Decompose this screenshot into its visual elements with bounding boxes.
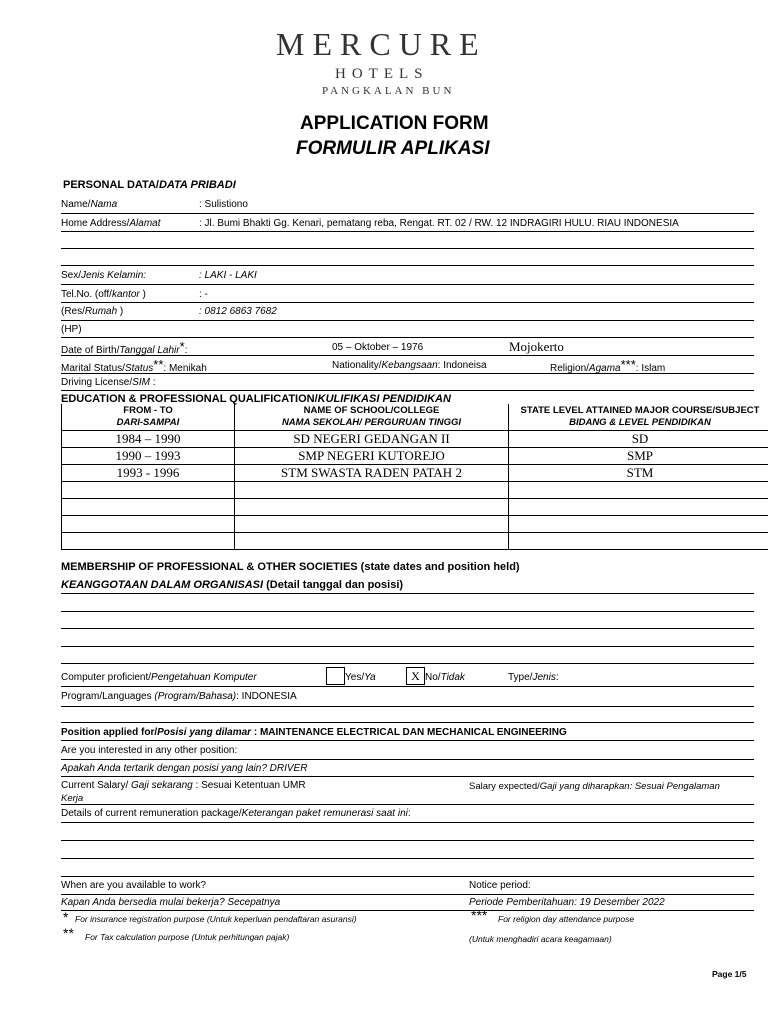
period-cell[interactable]: 1984 – 1990 xyxy=(62,431,235,448)
no-checkbox[interactable]: X xyxy=(406,667,425,685)
school-cell[interactable]: SMP NEGERI KUTOREJO xyxy=(235,448,509,465)
level-cell[interactable] xyxy=(509,499,768,516)
table-row xyxy=(62,431,768,448)
table-row xyxy=(62,482,768,499)
tel-res-label: (Res/Rumah ) xyxy=(61,306,124,317)
level-cell[interactable]: SMP xyxy=(509,448,768,465)
nationality-label: Nationality/Kebangsaan: Indoneisa xyxy=(332,360,487,371)
address-label: Home Address/Alamat xyxy=(61,218,161,229)
divider xyxy=(61,337,754,338)
level-cell[interactable] xyxy=(509,533,768,550)
divider xyxy=(61,390,754,391)
notice-value[interactable]: Periode Pemberitahuan: 19 Desember 2022 xyxy=(469,897,665,908)
divider xyxy=(61,840,754,841)
divider xyxy=(61,373,754,374)
form-title: APPLICATION FORM xyxy=(300,113,489,134)
footnote-2: For Tax calculation purpose (Untuk perhitungan pajak) xyxy=(85,932,290,942)
period-cell[interactable] xyxy=(62,482,235,499)
footnote-3: For religion day attendance purpose xyxy=(498,914,635,924)
salary-wrap: Kerja xyxy=(61,793,84,804)
divider xyxy=(61,759,754,760)
col-school-header: NAME OF SCHOOL/COLLEGE NAMA SEKOLAH/ PERGURUAN TINGGI xyxy=(235,404,509,431)
computer-label: Computer proficient/Pengetahuan Komputer xyxy=(61,672,257,683)
divider xyxy=(61,320,754,321)
footnote-star-3: *** xyxy=(471,907,488,923)
tel-res-value[interactable]: : 0812 6863 7682 xyxy=(199,306,277,317)
yes-label: Yes/Ya xyxy=(345,672,376,683)
school-cell[interactable] xyxy=(235,482,509,499)
divider xyxy=(61,910,754,911)
name-value[interactable]: : Sulistiono xyxy=(199,199,248,210)
school-cell[interactable] xyxy=(235,499,509,516)
footnote-1: For insurance registration purpose (Untuk keperluan pendaftaran asuransi) xyxy=(75,914,357,924)
divider xyxy=(61,858,754,859)
divider xyxy=(61,248,754,249)
school-cell[interactable] xyxy=(235,533,509,550)
divider xyxy=(61,628,754,629)
footnote-star-2: ** xyxy=(63,925,74,941)
divider xyxy=(61,593,754,594)
divider xyxy=(61,722,754,723)
divider xyxy=(61,876,754,877)
school-cell[interactable]: STM SWASTA RADEN PATAH 2 xyxy=(235,465,509,482)
programs-label: Program/Languages (Program/Bahasa): INDONESIA xyxy=(61,691,297,702)
level-cell[interactable] xyxy=(509,516,768,533)
divider xyxy=(61,776,754,777)
period-cell[interactable]: 1993 - 1996 xyxy=(62,465,235,482)
period-cell[interactable] xyxy=(62,499,235,516)
membership-heading-id: KEANGGOTAAN DALAM ORGANISASI (Detail tanggal dan posisi) xyxy=(61,579,404,591)
current-salary: Current Salary/ Gaji sekarang : Sesuai Ketentuan UMR xyxy=(61,780,306,791)
col-period-header: FROM - TO DARI-SAMPAI xyxy=(62,404,235,431)
divider xyxy=(61,663,754,664)
logo-location: PANGKALAN BUN xyxy=(322,85,455,97)
divider xyxy=(61,265,754,266)
marital-label: Marital Status/Status**: Menikah xyxy=(61,357,207,374)
religion-label: Religion/Agama***: Islam xyxy=(550,357,666,374)
col-level-header: STATE LEVEL ATTAINED MAJOR COURSE/SUBJECT BIDANG & LEVEL PENDIDIKAN xyxy=(509,404,768,431)
position-applied: Position applied for/Posisi yang dilamar : MAINTENANCE ELECTRICAL DAN MECHANICAL ENGINEERING xyxy=(61,727,567,738)
level-cell[interactable] xyxy=(509,482,768,499)
table-row xyxy=(62,533,768,550)
period-cell[interactable] xyxy=(62,516,235,533)
level-cell[interactable]: STM xyxy=(509,465,768,482)
divider xyxy=(61,302,754,303)
education-table xyxy=(61,404,768,550)
other-position-label: Are you interested in any other position: xyxy=(61,745,238,756)
school-cell[interactable] xyxy=(235,516,509,533)
education-heading: EDUCATION & PROFESSIONAL QUALIFICATION/KULIFIKASI PENDIDIKAN xyxy=(61,393,451,405)
school-cell[interactable]: SD NEGERI GEDANGAN II xyxy=(235,431,509,448)
hp-label: (HP) xyxy=(61,324,82,335)
level-cell[interactable]: SD xyxy=(509,431,768,448)
divider xyxy=(61,646,754,647)
divider xyxy=(61,231,754,232)
logo-sub: HOTELS xyxy=(335,66,429,82)
membership-heading: MEMBERSHIP OF PROFESSIONAL & OTHER SOCIETIES (state dates and position held) xyxy=(61,561,520,573)
divider xyxy=(61,804,754,805)
table-row xyxy=(62,499,768,516)
expected-salary: Salary expected/Gaji yang diharapkan: Sesuai Pengalaman xyxy=(469,781,720,792)
sex-label: Sex/Jenis Kelamin: xyxy=(61,270,147,281)
divider xyxy=(61,611,754,612)
birthplace-value[interactable]: Mojokerto xyxy=(509,339,564,354)
logo-brand: MERCURE xyxy=(276,26,487,62)
divider xyxy=(61,284,754,285)
divider xyxy=(61,822,754,823)
yes-checkbox[interactable] xyxy=(326,667,345,685)
license-label: Driving License/SIM : xyxy=(61,377,156,388)
tel-office-label: Tel.No. (off/kantor ) xyxy=(61,289,146,300)
available-label: When are you available to work? xyxy=(61,880,207,891)
dob-value[interactable]: 05 – Oktober – 1976 xyxy=(332,342,424,353)
education-header-row xyxy=(62,404,768,431)
table-row xyxy=(62,465,768,482)
name-label: Name/Nama xyxy=(61,199,118,210)
footnote-3b: (Untuk menghadiri acara keagamaan) xyxy=(469,934,612,944)
table-row xyxy=(62,448,768,465)
remuneration-label: Details of current remuneration package/Keterangan paket remunerasi saat ini: xyxy=(61,808,411,819)
period-cell[interactable]: 1990 – 1993 xyxy=(62,448,235,465)
dob-label: Date of Birth/Tanggal Lahir*: xyxy=(61,339,188,356)
personal-heading: PERSONAL DATA/DATA PRIBADI xyxy=(63,179,236,191)
divider xyxy=(61,213,754,214)
footnote-star-1: * xyxy=(63,909,69,925)
other-position-value[interactable]: Apakah Anda tertarik dengan posisi yang lain? DRIVER xyxy=(61,763,308,774)
no-label: No/Tidak xyxy=(425,672,465,683)
divider xyxy=(61,686,754,687)
notice-label: Notice period: xyxy=(469,880,531,891)
divider xyxy=(61,894,754,895)
divider xyxy=(61,355,754,356)
available-value[interactable]: Kapan Anda bersedia mulai bekerja? Secepatnya xyxy=(61,897,281,908)
tel-office-value[interactable]: : - xyxy=(199,289,208,300)
divider xyxy=(61,740,754,741)
form-title-id: FORMULIR APLIKASI xyxy=(296,138,490,159)
type-label: Type/Jenis: xyxy=(508,672,559,683)
address-value[interactable]: : Jl. Bumi Bhakti Gg. Kenari, pematang reba, Rengat. RT. 02 / RW. 12 INDRAGIRI HULU. RIAU INDONESIA xyxy=(199,218,679,229)
page-number: Page 1/5 xyxy=(712,969,747,979)
sex-value[interactable]: : LAKI - LAKI xyxy=(199,270,257,281)
period-cell[interactable] xyxy=(62,533,235,550)
divider xyxy=(61,706,754,707)
table-row xyxy=(62,516,768,533)
